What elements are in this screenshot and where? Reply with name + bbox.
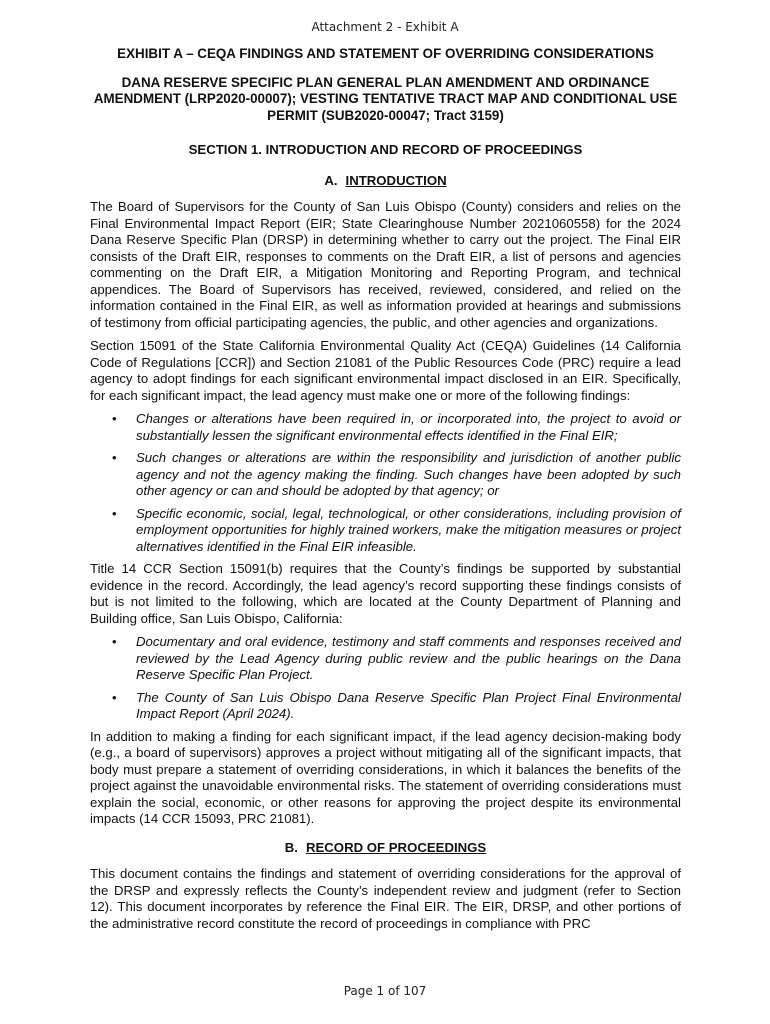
subsection-a-heading xyxy=(90,173,681,190)
record-item: • The County of San Luis Obispo Dana Reserve Specific Plan Project Final Environmental Impact Report (April 2024). xyxy=(90,690,681,723)
intro-paragraph: The Board of Supervisors for the County of San Luis Obispo (County) considers and relies on the Final Environmental Impact Report (EIR; State Clearinghouse Number 2021060558) for the 2024 Dana Reserve Specific Plan (DRSP) in determining whether to carry out the project. The Final EIR consists of the Draft EIR, responses to comments on the Draft EIR, a list of persons and agencies commenting on the Draft EIR, a Mitigation Monitoring and Reporting Program, and technical appendices. The Board of Supervisors has received, reviewed, considered, and relied on the information contained in the Final EIR, as well as information provided at hearings and submissions of testimony from official participating agencies, the public, and other agencies and organizations. xyxy=(90,199,681,330)
page-header: Attachment 2 - Exhibit A xyxy=(311,20,459,34)
subsection-b-title: RECORD OF PROCEEDINGS xyxy=(305,839,487,855)
document-body xyxy=(90,46,681,939)
subsection-b-heading xyxy=(90,840,681,857)
findings-list xyxy=(90,411,681,555)
project-title: DANA RESERVE SPECIFIC PLAN GENERAL PLAN AMENDMENT AND ORDINANCE AMENDMENT (LRP2020-00007); VESTING TENTATIVE TRACT MAP AND CONDITIONAL USE PERMIT (SUB2020-00047; Tract 3159) xyxy=(93,74,678,123)
finding-item: • Specific economic, social, legal, technological, or other considerations, including provision of employment opportunities for highly trained workers, make the mitigation measures or project alternatives identified in the Final EIR infeasible. xyxy=(90,506,681,556)
exhibit-title: EXHIBIT A – CEQA FINDINGS AND STATEMENT OF OVERRIDING CONSIDERATIONS xyxy=(117,46,654,61)
section-1-heading: SECTION 1. INTRODUCTION AND RECORD OF PROCEEDINGS xyxy=(188,142,583,157)
page-footer: Page 1 of 107 xyxy=(343,984,427,998)
substantial-evidence-paragraph: Title 14 CCR Section 15091(b) requires that the County’s findings be supported by substantial evidence in the record. Accordingly, the lead agency’s record supporting these findings consists of but is not limited to the following, which are located at the County Department of Planning and Building office, San Luis Obispo, California: xyxy=(90,561,681,626)
finding-item: • Changes or alterations have been required in, or incorporated into, the project to avoid or substantially lessen the significant environmental effects identified in the Final EIR; xyxy=(90,411,681,444)
record-of-proceedings-paragraph: This document contains the findings and statement of overriding considerations for the approval of the DRSP and expressly reflects the County’s independent review and judgment (refer to Section 12). This document incorporates by reference the Final EIR. The EIR, DRSP, and other portions of the administrative record constitute the record of proceedings in compliance with PRC xyxy=(90,866,681,931)
record-list xyxy=(90,634,681,723)
subsection-a-label: A. xyxy=(324,172,338,188)
ceqa-findings-paragraph: Section 15091 of the State California Environmental Quality Act (CEQA) Guidelines (14 California Code of Regulations [CCR]) and Section 21081 of the Public Resources Code (PRC) require a lead agency to adopt findings for each significant environmental impact disclosed in an EIR. Specifically, for each significant impact, the lead agency must make one or more of the following findings: xyxy=(90,338,681,403)
record-item: • Documentary and oral evidence, testimony and staff comments and responses received and reviewed by the Lead Agency during public review and the public hearings on the Dana Reserve Specific Plan Project. xyxy=(90,634,681,684)
finding-item: • Such changes or alterations are within the responsibility and jurisdiction of another public agency and not the agency making the finding. Such changes have been adopted by such other agency or can and should be adopted by that agency; or xyxy=(90,450,681,500)
overriding-considerations-paragraph: In addition to making a finding for each significant impact, if the lead agency decision-making body (e.g., a board of supervisors) approves a project without mitigating all of the significant impacts, that body must prepare a statement of overriding considerations, in which it balances the benefits of the project against the unavoidable environmental risks. The statement of overriding considerations must explain the social, economic, or other reasons for approving the project despite its environmental impacts (14 CCR 15093, PRC 21081). xyxy=(90,728,681,826)
subsection-a-title: INTRODUCTION xyxy=(345,172,447,188)
subsection-b-label: B. xyxy=(284,839,298,855)
